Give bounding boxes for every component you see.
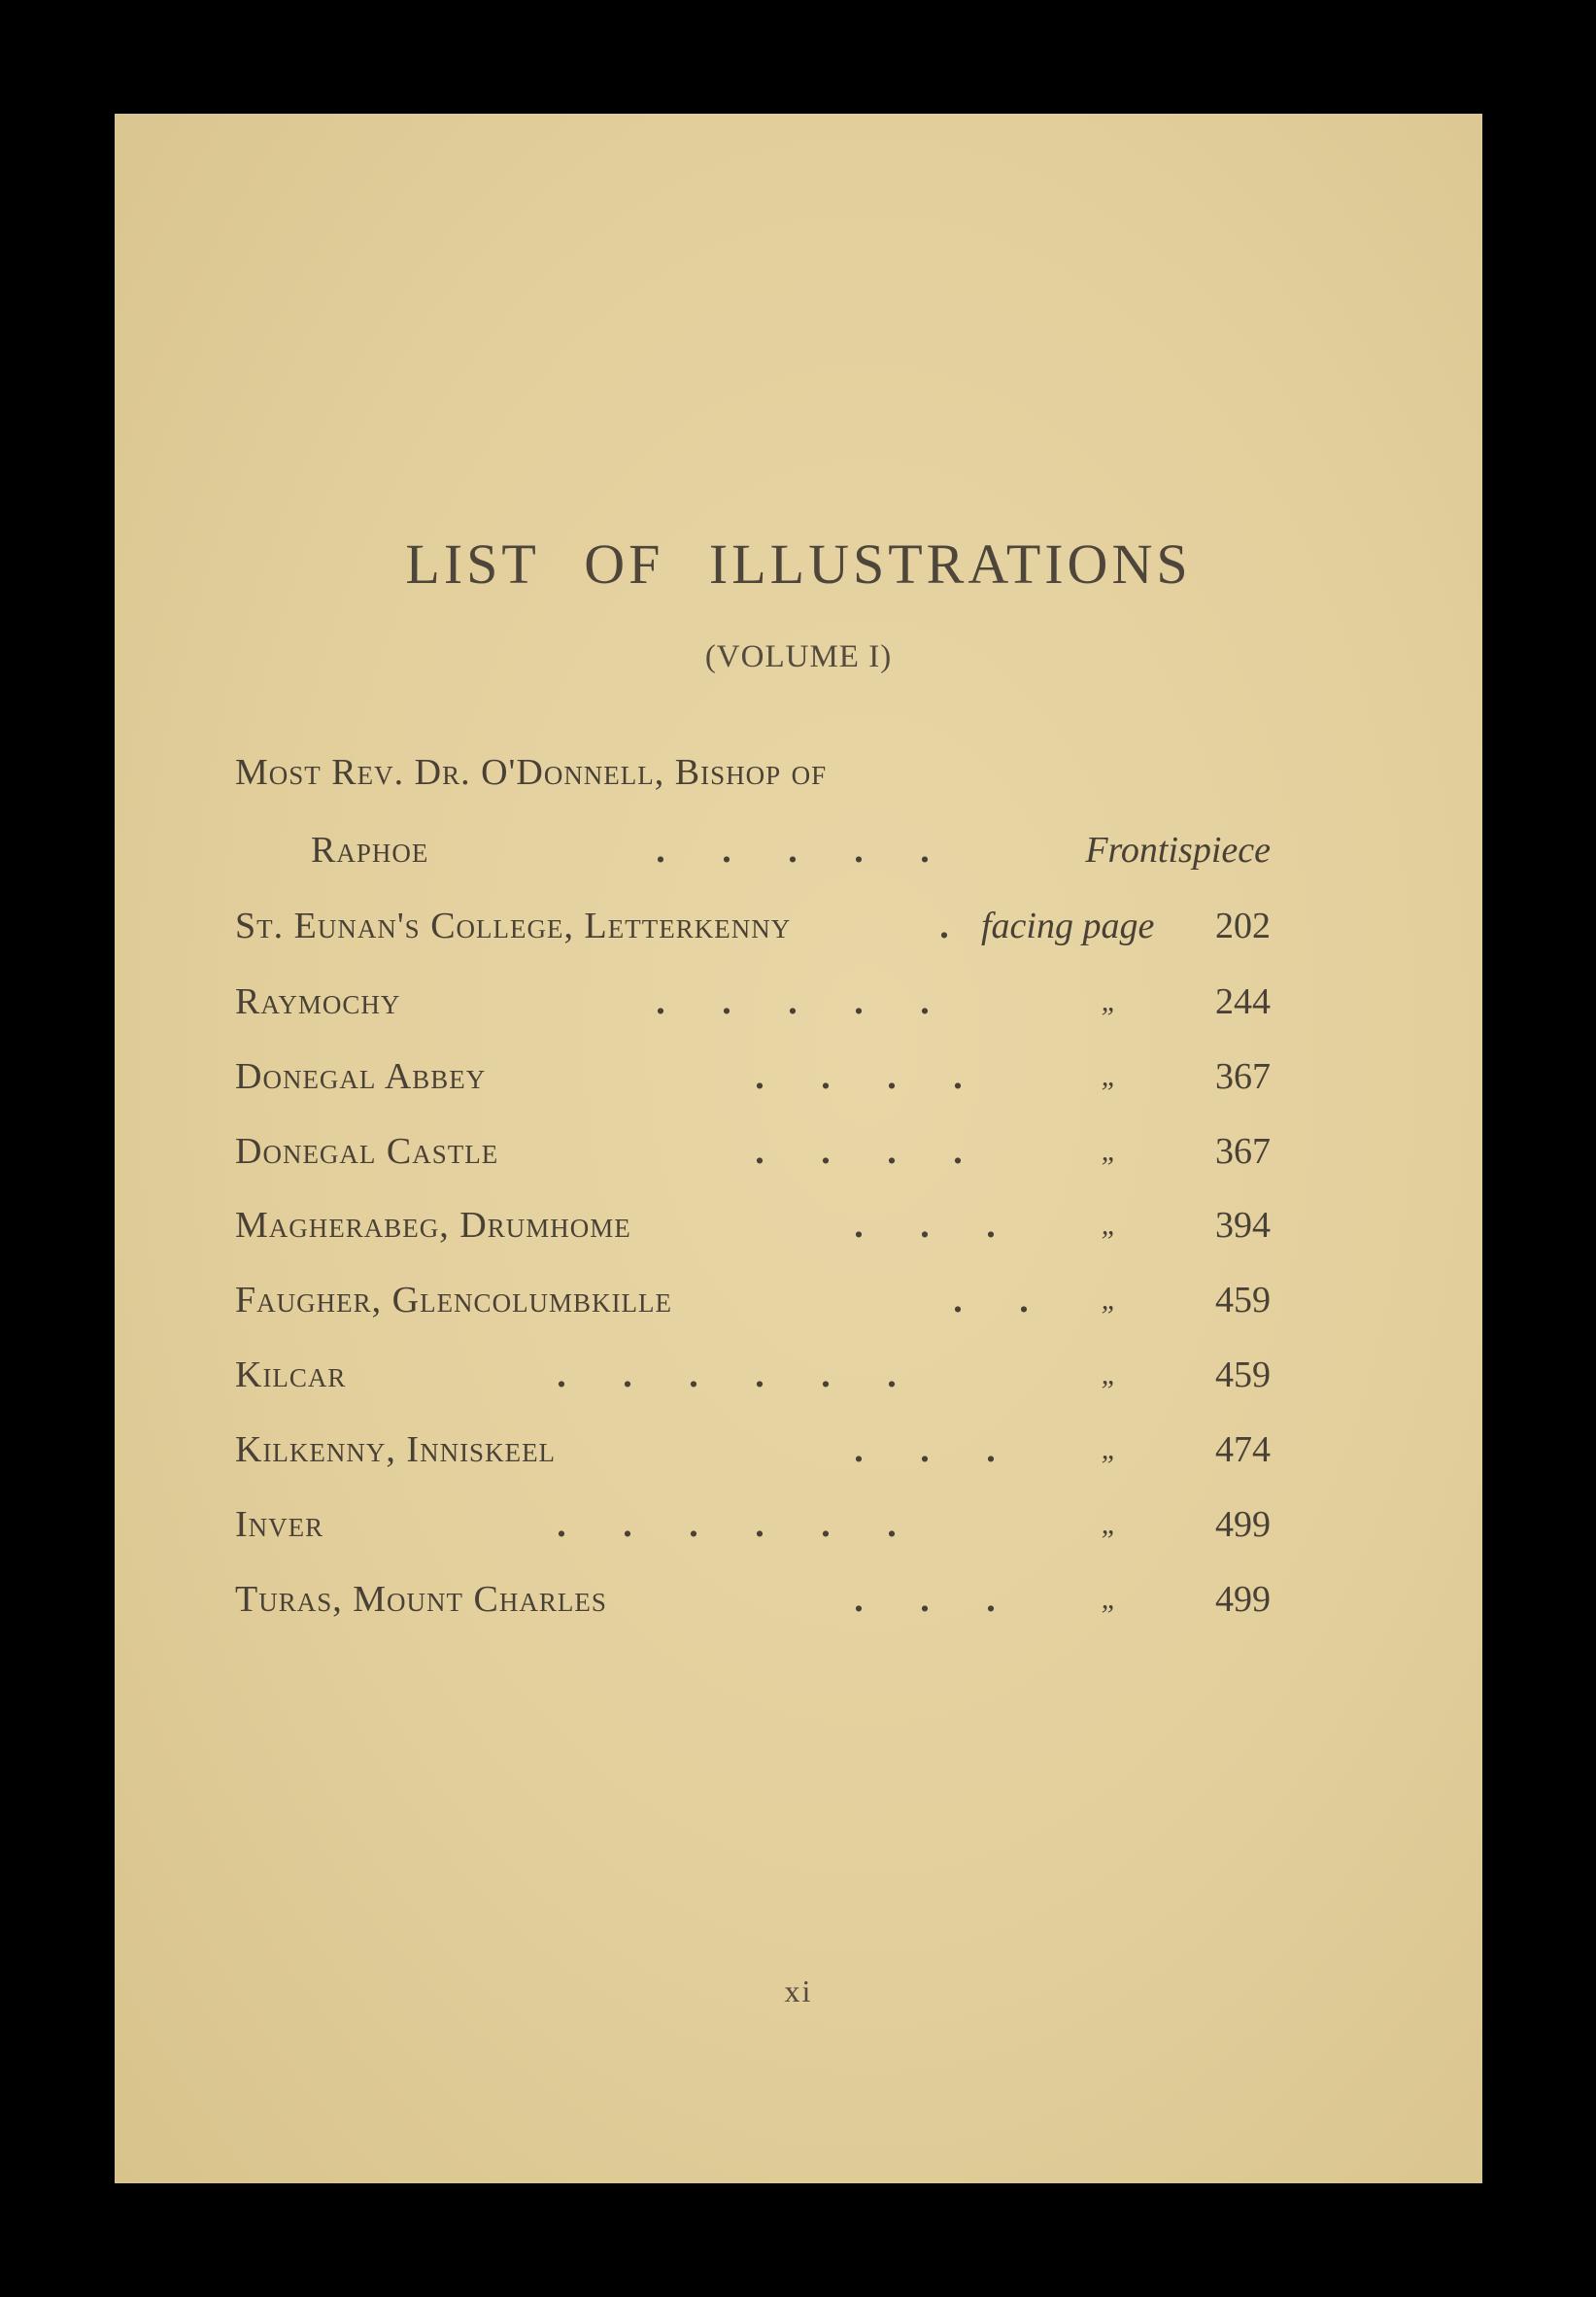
entry-page: 394	[1215, 1205, 1271, 1246]
ditto-mark: „	[1101, 1060, 1118, 1092]
entry-label-continued: Raphoe	[311, 830, 429, 871]
entry-page: 367	[1215, 1131, 1271, 1172]
ditto-mark: „	[1101, 1284, 1118, 1316]
entry-page: 459	[1215, 1354, 1271, 1395]
leader-dots: . . . . . .	[557, 1504, 897, 1545]
leader-dots: . . . . .	[656, 981, 930, 1022]
list-item	[115, 1421, 1482, 1479]
entry-label: Turas, Mount Charles	[235, 1579, 607, 1620]
entry-label: St. Eunan's College, Letterkenny	[235, 906, 792, 946]
entry-label: Kilkenny, Inniskeel	[235, 1429, 557, 1470]
entry-label: Magherabeg, Drumhome	[235, 1205, 631, 1246]
entry-label: Faugher, Glencolumbkille	[235, 1280, 673, 1320]
ditto-mark: „	[1101, 1358, 1118, 1390]
leader-dots: . . . .	[755, 1131, 963, 1172]
entry-label: Donegal Abbey	[235, 1056, 487, 1097]
leader-dots: . . . . . .	[557, 1354, 897, 1395]
leader-dots: . . .	[854, 1579, 996, 1620]
entry-page: 459	[1215, 1280, 1271, 1320]
ditto-mark: „	[1101, 1209, 1118, 1241]
list-item	[115, 897, 1482, 955]
list-item	[115, 1495, 1482, 1554]
volume-subtitle: (VOLUME I)	[704, 639, 893, 674]
entry-page: 244	[1215, 981, 1271, 1022]
ditto-mark: „	[1101, 1433, 1118, 1465]
ditto-mark: „	[1101, 1583, 1118, 1615]
entry-page: 499	[1215, 1504, 1271, 1545]
page-number: xi	[784, 1973, 813, 2008]
list-item	[115, 1570, 1482, 1628]
entry-page: Frontispiece	[1085, 830, 1271, 871]
leader-dots: . .	[953, 1280, 1029, 1320]
entry-page: 499	[1215, 1579, 1271, 1620]
leader-dots: . . . . .	[656, 830, 930, 871]
ditto-mark: „	[1101, 985, 1118, 1017]
entry-page: 202	[1215, 906, 1271, 946]
entry-label: Kilcar	[235, 1354, 347, 1395]
list-item	[115, 1047, 1482, 1106]
entry-label: Most Rev. Dr. O'Donnell, Bishop of	[235, 752, 828, 793]
list-item	[115, 821, 1482, 879]
list-item	[115, 1346, 1482, 1404]
entry-page: 367	[1215, 1056, 1271, 1097]
leader-dots: . . . .	[755, 1056, 963, 1097]
ditto-mark: „	[1101, 1508, 1118, 1540]
list-item	[115, 743, 1482, 802]
list-item	[115, 1271, 1482, 1329]
entry-page: 474	[1215, 1429, 1271, 1470]
ditto-mark: „	[1101, 1135, 1118, 1167]
list-item	[115, 973, 1482, 1031]
leader-dots: . . .	[854, 1205, 996, 1246]
entry-label: Raymochy	[235, 981, 401, 1022]
list-item	[115, 1122, 1482, 1181]
leader-dots: . . .	[854, 1429, 996, 1470]
facing-page-label: facing page	[981, 906, 1155, 946]
entry-label: Donegal Castle	[235, 1131, 499, 1172]
entry-label: Inver	[235, 1504, 324, 1545]
list-item	[115, 1196, 1482, 1254]
book-page	[115, 114, 1482, 2183]
leader-dots: .	[939, 906, 949, 946]
page-title: LIST OF ILLUSTRATIONS	[405, 532, 1192, 596]
